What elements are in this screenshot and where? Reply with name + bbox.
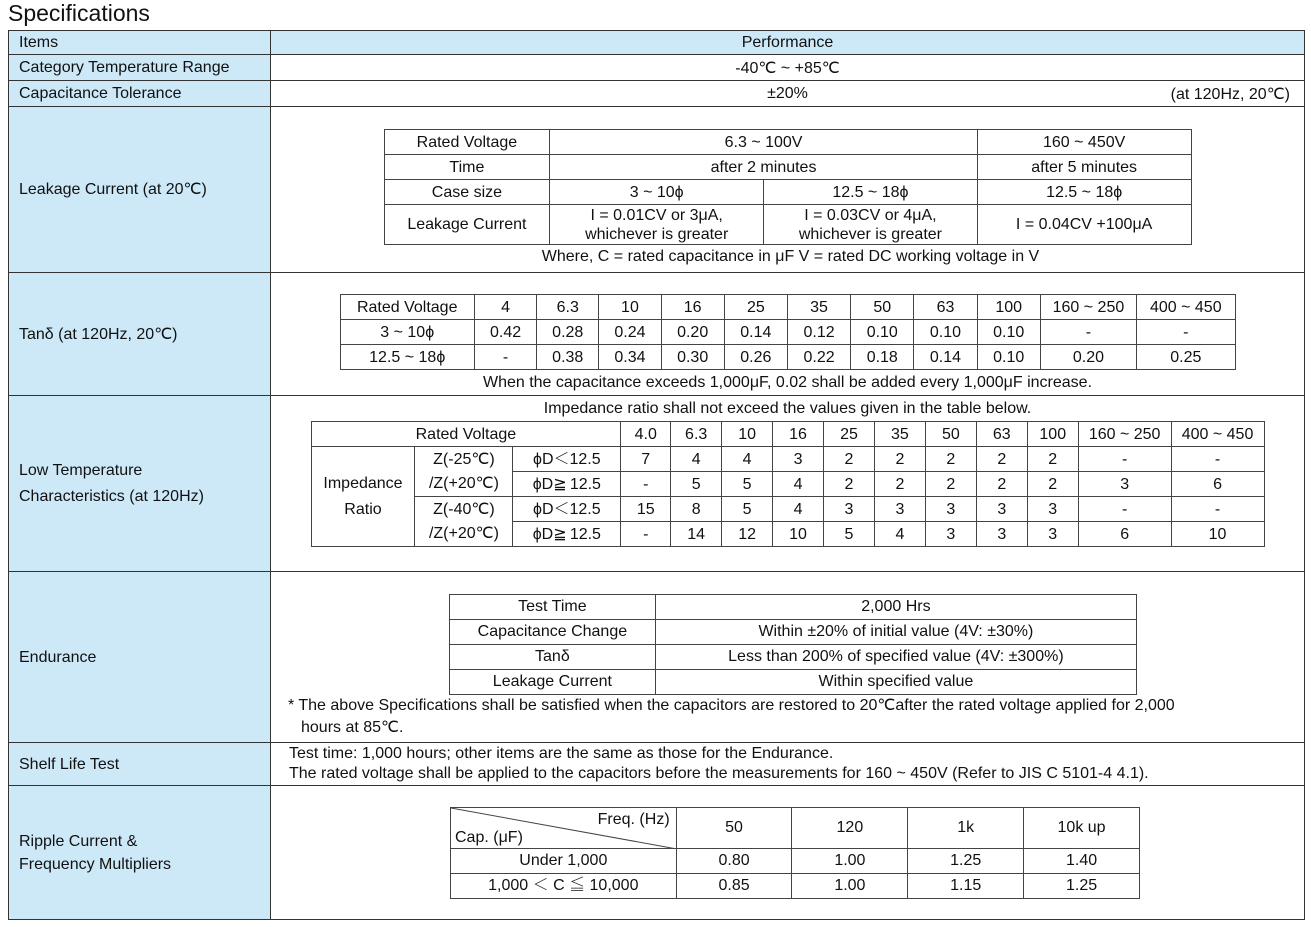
lowtemp-value: 2	[1027, 472, 1078, 497]
cap-tol-row	[9, 81, 1305, 107]
tand-table	[340, 294, 1236, 370]
endurance-value: Within ±20% of initial value (4V: ±30%)	[655, 619, 1136, 644]
tand-voltage-row	[340, 295, 1235, 320]
leak-f2b: whichever is greater	[798, 225, 942, 243]
ripple-value: 0.80	[676, 848, 792, 873]
lowtemp-v: 160 ~ 250	[1078, 422, 1171, 447]
endurance-item-row	[450, 619, 1137, 644]
cap-label: Cap. (μF)	[455, 828, 523, 846]
lowtemp-v: 6.3	[671, 422, 722, 447]
lowtemp-label-line1: Low Temperature	[19, 462, 143, 479]
ripple-value: 1.00	[792, 873, 908, 898]
tand-v: 4	[474, 295, 536, 320]
lowtemp-value: 12	[722, 522, 773, 547]
tand-value: 0.10	[977, 320, 1040, 345]
lowtemp-value: 4	[773, 497, 824, 522]
cap-tol-cell	[271, 81, 1305, 107]
leakage-label: Leakage Current (at 20℃)	[9, 107, 271, 273]
lowtemp-value: 4	[722, 447, 773, 472]
lowtemp-value: 10	[773, 522, 824, 547]
endurance-value: Within specified value	[655, 669, 1136, 694]
ripple-label	[9, 786, 271, 920]
lowtemp-data-row	[311, 472, 1264, 497]
lowtemp-value: 3	[1027, 522, 1078, 547]
lowtemp-label	[9, 396, 271, 572]
leakage-where-note: Where, C = rated capacitance in μF V = rated DC working voltage in V	[541, 248, 1040, 265]
lowtemp-value: 5	[824, 522, 875, 547]
cap-tol-note: (at 120Hz, 20℃)	[1170, 86, 1290, 103]
ripple-data-row	[451, 873, 1140, 898]
lowtemp-value: 15	[621, 497, 671, 522]
tand-size: 3 ~ 10ϕ	[340, 320, 474, 345]
ripple-freq: 10k up	[1024, 807, 1140, 848]
lowtemp-value: -	[621, 522, 671, 547]
ripple-header-row	[451, 807, 1140, 848]
tand-value: 0.42	[474, 320, 536, 345]
lowtemp-value: 3	[976, 522, 1027, 547]
leakage-table	[384, 129, 1192, 245]
lowtemp-value: 6	[1078, 522, 1171, 547]
lowtemp-v: 400 ~ 450	[1171, 422, 1264, 447]
leak-t-high: after 5 minutes	[977, 155, 1191, 180]
tand-value: -	[474, 345, 536, 370]
endurance-table	[449, 594, 1137, 695]
tand-value: 0.30	[661, 345, 724, 370]
lowtemp-v: 50	[925, 422, 976, 447]
leak-rv-label: Rated Voltage	[384, 130, 550, 155]
ratio-label: Ratio	[344, 501, 382, 518]
z-label: /Z(+20℃)	[415, 522, 513, 547]
tand-value: 0.14	[724, 320, 787, 345]
tand-value: 0.10	[977, 345, 1040, 370]
tand-value: 0.28	[537, 320, 599, 345]
leak-cs2: 12.5 ~ 18ϕ	[764, 180, 978, 205]
tand-note: When the capacitance exceeds 1,000μF, 0.02 shall be added every 1,000μF increase.	[482, 374, 1093, 391]
z-label: /Z(+20℃)	[415, 472, 513, 497]
performance-header: Performance	[271, 31, 1305, 55]
tand-value: 0.26	[724, 345, 787, 370]
freq-label: Freq. (Hz)	[597, 810, 670, 828]
lowtemp-intro: Impedance ratio shall not exceed the values given in the table below.	[543, 400, 1032, 417]
tand-value: 0.12	[787, 320, 850, 345]
lowtemp-value: 2	[824, 447, 875, 472]
tand-value: 0.10	[914, 320, 977, 345]
lowtemp-data-row	[311, 497, 1264, 522]
header-row	[9, 31, 1305, 55]
endurance-cell	[271, 572, 1305, 743]
ripple-value: 1.00	[792, 848, 908, 873]
leak-f2	[764, 205, 978, 245]
tand-row	[9, 273, 1305, 396]
tand-v: 63	[914, 295, 977, 320]
endurance-row	[9, 572, 1305, 743]
endurance-item-row	[450, 669, 1137, 694]
lowtemp-value: 2	[824, 472, 875, 497]
lowtemp-value: -	[1171, 447, 1264, 472]
lowtemp-value: 6	[1171, 472, 1264, 497]
lowtemp-v: 63	[976, 422, 1027, 447]
lowtemp-value: 7	[621, 447, 671, 472]
tand-value: 0.20	[1040, 345, 1136, 370]
lowtemp-value: 5	[722, 472, 773, 497]
tand-value: 0.25	[1137, 345, 1235, 370]
shelf-label: Shelf Life Test	[9, 743, 271, 786]
ripple-freq: 1k	[908, 807, 1024, 848]
tand-value: -	[1040, 320, 1136, 345]
impedance-label: Impedance	[323, 475, 403, 492]
lowtemp-value: 8	[671, 497, 722, 522]
lowtemp-value: 2	[874, 447, 925, 472]
tand-data-row	[340, 345, 1235, 370]
endurance-key: Leakage Current	[450, 669, 656, 694]
tand-v: 100	[977, 295, 1040, 320]
ripple-data-row	[451, 848, 1140, 873]
lowtemp-value: 3	[1027, 497, 1078, 522]
lowtemp-value: 5	[722, 497, 773, 522]
lowtemp-value: 14	[671, 522, 722, 547]
tand-v: 160 ~ 250	[1040, 295, 1136, 320]
specifications-table	[8, 30, 1305, 920]
endurance-note-line2: hours at 85℃.	[301, 718, 404, 736]
ripple-row	[9, 786, 1305, 920]
lowtemp-value: 2	[925, 447, 976, 472]
lowtemp-value: 4	[773, 472, 824, 497]
leak-t-low: after 2 minutes	[550, 155, 977, 180]
tand-v: 16	[661, 295, 724, 320]
lowtemp-value: 3	[824, 497, 875, 522]
endurance-value: 2,000 Hrs	[655, 594, 1136, 619]
tand-data-row	[340, 320, 1235, 345]
tand-value: 0.18	[851, 345, 914, 370]
endurance-key: Test Time	[450, 594, 656, 619]
lowtemp-value: 4	[671, 447, 722, 472]
ripple-label-line1: Ripple Current &	[19, 832, 138, 850]
lowtemp-data-row	[311, 522, 1264, 547]
ripple-cap: 1,000 ＜ C ≦ 10,000	[451, 873, 677, 898]
lowtemp-value: 2	[874, 472, 925, 497]
tand-v: 25	[724, 295, 787, 320]
tand-value: 0.24	[599, 320, 661, 345]
ripple-value: 0.85	[676, 873, 792, 898]
diameter-label: ϕD≧ 12.5	[513, 522, 621, 547]
leak-v-high: 160 ~ 450V	[977, 130, 1191, 155]
shelf-row	[9, 743, 1305, 786]
ripple-cell	[271, 786, 1305, 920]
leak-current-label: Leakage Current	[384, 205, 550, 245]
leak-f2a: I = 0.03CV or 4μA,	[804, 206, 937, 224]
tand-cell	[271, 273, 1305, 396]
tand-value: 0.22	[787, 345, 850, 370]
tand-v: 400 ~ 450	[1137, 295, 1235, 320]
lowtemp-value: 3	[773, 447, 824, 472]
shelf-line1: Test time: 1,000 hours; other items are the same as those for the Endurance.	[289, 745, 834, 762]
tand-value: -	[1137, 320, 1235, 345]
leak-f3: I = 0.04CV +100μA	[977, 205, 1191, 245]
lowtemp-value: 3	[925, 497, 976, 522]
lowtemp-table	[311, 421, 1265, 547]
ripple-freq: 50	[676, 807, 792, 848]
tand-v: 50	[851, 295, 914, 320]
cap-tol-value: ±20%	[767, 84, 808, 102]
endurance-item-row	[450, 594, 1137, 619]
endurance-note-line1: * The above Specifications shall be satisfied when the capacitors are restored to 20℃after the rated voltage applied for 2,000	[288, 696, 1175, 714]
leak-f1b: whichever is greater	[585, 225, 729, 243]
ripple-value: 1.25	[1024, 873, 1140, 898]
ripple-value: 1.25	[908, 848, 1024, 873]
lowtemp-rv-label: Rated Voltage	[311, 422, 621, 447]
ripple-label-line2: Frequency Multipliers	[19, 855, 172, 873]
temp-range-row	[9, 55, 1305, 81]
leak-cs1: 3 ~ 10ϕ	[550, 180, 764, 205]
leak-v-low: 6.3 ~ 100V	[550, 130, 977, 155]
endurance-key: Capacitance Change	[450, 619, 656, 644]
lowtemp-value: -	[1078, 497, 1171, 522]
ripple-table	[450, 807, 1140, 899]
diameter-label: ϕD＜12.5	[513, 497, 621, 522]
temp-range-label: Category Temperature Range	[9, 55, 271, 81]
leak-cs3: 12.5 ~ 18ϕ	[977, 180, 1191, 205]
lowtemp-value: 3	[1078, 472, 1171, 497]
lowtemp-v: 16	[773, 422, 824, 447]
lowtemp-value: 10	[1171, 522, 1264, 547]
lowtemp-data-row	[311, 447, 1264, 472]
leak-f1a: I = 0.01CV or 3μA,	[590, 206, 723, 224]
lowtemp-value: 2	[976, 472, 1027, 497]
endurance-key: Tanδ	[450, 644, 656, 669]
lowtemp-value: -	[1171, 497, 1264, 522]
leak-case-label: Case size	[384, 180, 550, 205]
tand-value: 0.14	[914, 345, 977, 370]
impedance-ratio-label	[311, 447, 415, 547]
leakage-cell	[271, 107, 1305, 273]
temp-range-value: -40℃ ~ +85℃	[271, 55, 1305, 81]
tand-size: 12.5 ~ 18ϕ	[340, 345, 474, 370]
lowtemp-value: 2	[1027, 447, 1078, 472]
tand-value: 0.20	[661, 320, 724, 345]
ripple-cap: Under 1,000	[451, 848, 677, 873]
leak-time-label: Time	[384, 155, 550, 180]
lowtemp-cell	[271, 396, 1305, 572]
endurance-label: Endurance	[9, 572, 271, 743]
lowtemp-value: 4	[874, 522, 925, 547]
diameter-label: ϕD＜12.5	[513, 447, 621, 472]
endurance-value: Less than 200% of specified value (4V: ±300%)	[655, 644, 1136, 669]
z-label: Z(-40℃)	[415, 497, 513, 522]
tand-value: 0.10	[851, 320, 914, 345]
ripple-value: 1.15	[908, 873, 1024, 898]
lowtemp-v: 4.0	[621, 422, 671, 447]
lowtemp-v: 35	[874, 422, 925, 447]
cap-tol-label: Capacitance Tolerance	[9, 81, 271, 107]
lowtemp-value: -	[621, 472, 671, 497]
tand-rv-label: Rated Voltage	[340, 295, 474, 320]
ripple-value: 1.40	[1024, 848, 1140, 873]
lowtemp-value: 2	[925, 472, 976, 497]
lowtemp-row	[9, 396, 1305, 572]
ripple-diagonal-header	[451, 807, 677, 848]
items-header: Items	[9, 31, 271, 55]
lowtemp-value: 2	[976, 447, 1027, 472]
lowtemp-value: 5	[671, 472, 722, 497]
lowtemp-voltage-row	[311, 422, 1264, 447]
tand-label: Tanδ (at 120Hz, 20℃)	[9, 273, 271, 396]
shelf-cell	[271, 743, 1305, 786]
lowtemp-value: 3	[925, 522, 976, 547]
lowtemp-value: 3	[976, 497, 1027, 522]
lowtemp-v: 100	[1027, 422, 1078, 447]
page-title: Specifications	[8, 0, 150, 26]
tand-v: 35	[787, 295, 850, 320]
lowtemp-value: 3	[874, 497, 925, 522]
lowtemp-label-line2: Characteristics (at 120Hz)	[19, 488, 204, 505]
z-label: Z(-25℃)	[415, 447, 513, 472]
tand-v: 10	[599, 295, 661, 320]
diameter-label: ϕD≧ 12.5	[513, 472, 621, 497]
lowtemp-value: -	[1078, 447, 1171, 472]
shelf-line2: The rated voltage shall be applied to the capacitors before the measurements for 160 ~ 450V (Refer to JIS C 5101-4 4.1).	[289, 765, 1149, 782]
tand-v: 6.3	[537, 295, 599, 320]
tand-value: 0.38	[537, 345, 599, 370]
endurance-item-row	[450, 644, 1137, 669]
lowtemp-v: 25	[824, 422, 875, 447]
lowtemp-v: 10	[722, 422, 773, 447]
leakage-row	[9, 107, 1305, 273]
tand-value: 0.34	[599, 345, 661, 370]
ripple-freq: 120	[792, 807, 908, 848]
leak-f1	[550, 205, 764, 245]
